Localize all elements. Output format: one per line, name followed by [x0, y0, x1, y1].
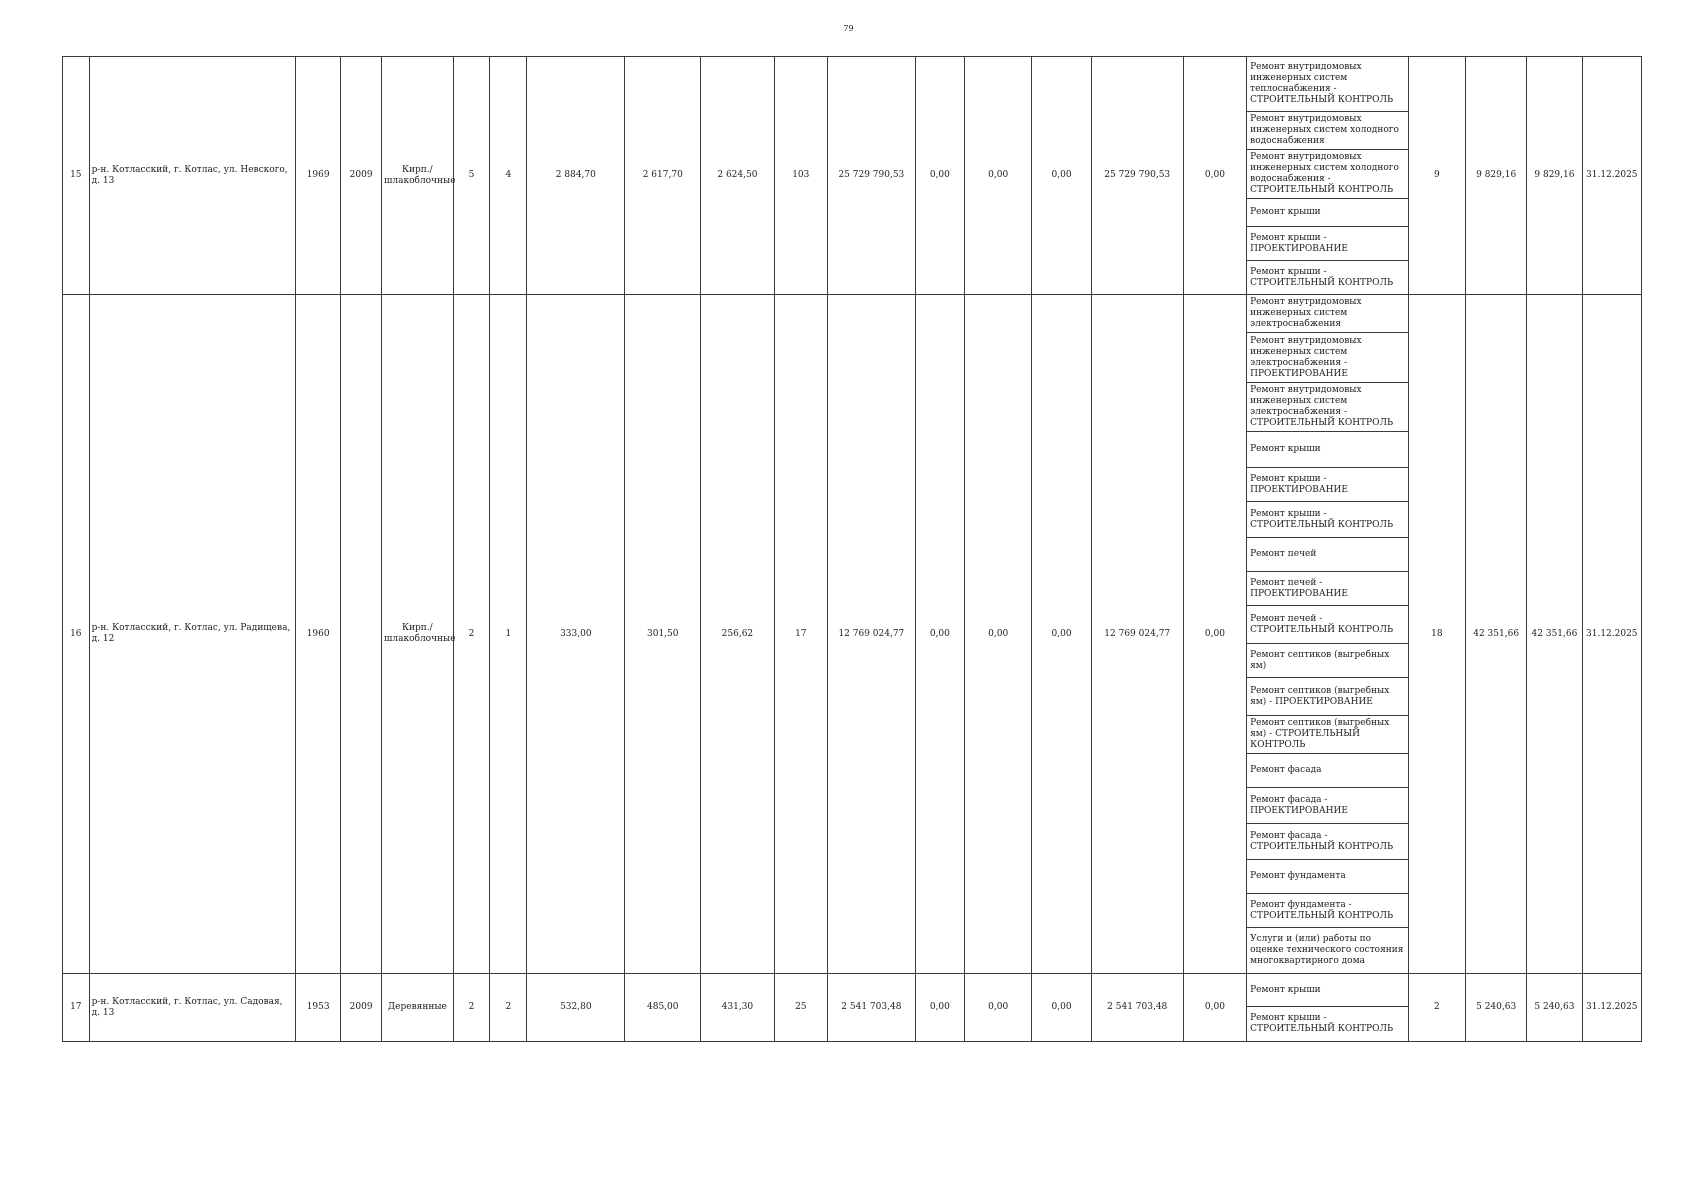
- wall-material: Деревянные: [382, 974, 454, 1042]
- deadline: 31.12.2025: [1582, 295, 1641, 974]
- work-item: Ремонт фундамента - СТРОИТЕЛЬНЫЙ КОНТРОЛЬ: [1247, 894, 1409, 928]
- owners-funds: 12 769 024,77: [1091, 295, 1183, 974]
- work-item: Ремонт печей: [1247, 538, 1409, 572]
- fund-3: 0,00: [1032, 974, 1091, 1042]
- year-built: 1953: [296, 974, 341, 1042]
- work-item: Ремонт внутридомовых инженерных систем электроснабжения: [1247, 295, 1409, 333]
- area-premises: 485,00: [625, 974, 701, 1042]
- unit-cost: 42 351,66: [1465, 295, 1526, 974]
- work-item: Ремонт печей - ПРОЕКТИРОВАНИЕ: [1247, 572, 1409, 606]
- work-item: Ремонт крыши: [1247, 199, 1409, 227]
- total-area: 532,80: [527, 974, 625, 1042]
- other-funds: 0,00: [1183, 295, 1246, 974]
- wall-material: Кирп./ шлакоблочные: [382, 295, 454, 974]
- work-item: Ремонт фундамента: [1247, 860, 1409, 894]
- fund-2: 0,00: [964, 295, 1031, 974]
- other-funds: 0,00: [1183, 974, 1246, 1042]
- unit-cost: 9 829,16: [1465, 57, 1526, 295]
- area-residential: 256,62: [701, 295, 775, 974]
- work-item: Ремонт внутридомовых инженерных систем электроснабжения - ПРОЕКТИРОВАНИЕ: [1247, 333, 1409, 383]
- deadline: 31.12.2025: [1582, 974, 1641, 1042]
- work-item: Ремонт крыши: [1247, 974, 1409, 1007]
- entrances: 1: [490, 295, 527, 974]
- limit-cost: 42 351,66: [1527, 295, 1582, 974]
- entrances: 4: [490, 57, 527, 295]
- area-residential: 431,30: [701, 974, 775, 1042]
- work-item: Ремонт фасада - ПРОЕКТИРОВАНИЕ: [1247, 788, 1409, 824]
- fund-3: 0,00: [1032, 295, 1091, 974]
- table-row: [63, 974, 1642, 1007]
- fund-1: 0,00: [915, 57, 964, 295]
- owners-funds: 25 729 790,53: [1091, 57, 1183, 295]
- area-premises: 2 617,70: [625, 57, 701, 295]
- area-residential: 2 624,50: [701, 57, 775, 295]
- work-item: Ремонт фасада - СТРОИТЕЛЬНЫЙ КОНТРОЛЬ: [1247, 824, 1409, 860]
- work-item: Ремонт фасада: [1247, 754, 1409, 788]
- work-item: Ремонт крыши - ПРОЕКТИРОВАНИЕ: [1247, 468, 1409, 502]
- cost-total: 2 541 703,48: [827, 974, 915, 1042]
- row-number: 16: [63, 295, 90, 974]
- work-item: Ремонт крыши: [1247, 432, 1409, 468]
- deadline: 31.12.2025: [1582, 57, 1641, 295]
- entrances: 2: [490, 974, 527, 1042]
- page-number: 79: [843, 24, 854, 33]
- works-count: 18: [1408, 295, 1465, 974]
- year-overhaul: 2009: [341, 57, 382, 295]
- total-area: 333,00: [527, 295, 625, 974]
- year-built: 1969: [296, 57, 341, 295]
- cost-total: 12 769 024,77: [827, 295, 915, 974]
- fund-3: 0,00: [1032, 57, 1091, 295]
- work-item: Ремонт крыши - СТРОИТЕЛЬНЫЙ КОНТРОЛЬ: [1247, 1007, 1409, 1042]
- works-count: 9: [1408, 57, 1465, 295]
- cost-total: 25 729 790,53: [827, 57, 915, 295]
- table-row: [63, 57, 1642, 112]
- work-item: Ремонт внутридомовых инженерных систем электроснабжения - СТРОИТЕЛЬНЫЙ КОНТРОЛЬ: [1247, 383, 1409, 432]
- floors: 2: [453, 295, 490, 974]
- total-area: 2 884,70: [527, 57, 625, 295]
- work-item: Услуги и (или) работы по оценке технического состояния многоквартирного дома: [1247, 928, 1409, 974]
- address: р-н. Котласский, г. Котлас, ул. Невского, д. 13: [89, 57, 296, 295]
- work-item: Ремонт септиков (выгребных ям) - ПРОЕКТИРОВАНИЕ: [1247, 678, 1409, 716]
- table-row: [63, 295, 1642, 333]
- work-item: Ремонт внутридомовых инженерных систем холодного водоснабжения - СТРОИТЕЛЬНЫЙ КОНТРОЛЬ: [1247, 150, 1409, 199]
- table-body: [63, 57, 1642, 1042]
- floors: 5: [453, 57, 490, 295]
- row-number: 15: [63, 57, 90, 295]
- work-item: Ремонт крыши - СТРОИТЕЛЬНЫЙ КОНТРОЛЬ: [1247, 261, 1409, 295]
- residents-count: 25: [774, 974, 827, 1042]
- work-item: Ремонт крыши - СТРОИТЕЛЬНЫЙ КОНТРОЛЬ: [1247, 502, 1409, 538]
- overhaul-register-table: [62, 56, 1642, 1042]
- fund-2: 0,00: [964, 974, 1031, 1042]
- works-count: 2: [1408, 974, 1465, 1042]
- fund-2: 0,00: [964, 57, 1031, 295]
- work-item: Ремонт внутридомовых инженерных систем холодного водоснабжения: [1247, 112, 1409, 150]
- work-item: Ремонт крыши - ПРОЕКТИРОВАНИЕ: [1247, 227, 1409, 261]
- year-built: 1960: [296, 295, 341, 974]
- limit-cost: 5 240,63: [1527, 974, 1582, 1042]
- floors: 2: [453, 974, 490, 1042]
- area-premises: 301,50: [625, 295, 701, 974]
- residents-count: 17: [774, 295, 827, 974]
- other-funds: 0,00: [1183, 57, 1246, 295]
- owners-funds: 2 541 703,48: [1091, 974, 1183, 1042]
- fund-1: 0,00: [915, 974, 964, 1042]
- work-item: Ремонт внутридомовых инженерных систем теплоснабжения - СТРОИТЕЛЬНЫЙ КОНТРОЛЬ: [1247, 57, 1409, 112]
- address: р-н. Котласский, г. Котлас, ул. Садовая, д. 13: [89, 974, 296, 1042]
- residents-count: 103: [774, 57, 827, 295]
- year-overhaul: [341, 295, 382, 974]
- limit-cost: 9 829,16: [1527, 57, 1582, 295]
- fund-1: 0,00: [915, 295, 964, 974]
- wall-material: Кирп./ шлакоблочные: [382, 57, 454, 295]
- year-overhaul: 2009: [341, 974, 382, 1042]
- row-number: 17: [63, 974, 90, 1042]
- work-item: Ремонт септиков (выгребных ям): [1247, 644, 1409, 678]
- address: р-н. Котласский, г. Котлас, ул. Радищева, д. 12: [89, 295, 296, 974]
- unit-cost: 5 240,63: [1465, 974, 1526, 1042]
- work-item: Ремонт септиков (выгребных ям) - СТРОИТЕЛЬНЫЙ КОНТРОЛЬ: [1247, 716, 1409, 754]
- work-item: Ремонт печей - СТРОИТЕЛЬНЫЙ КОНТРОЛЬ: [1247, 606, 1409, 644]
